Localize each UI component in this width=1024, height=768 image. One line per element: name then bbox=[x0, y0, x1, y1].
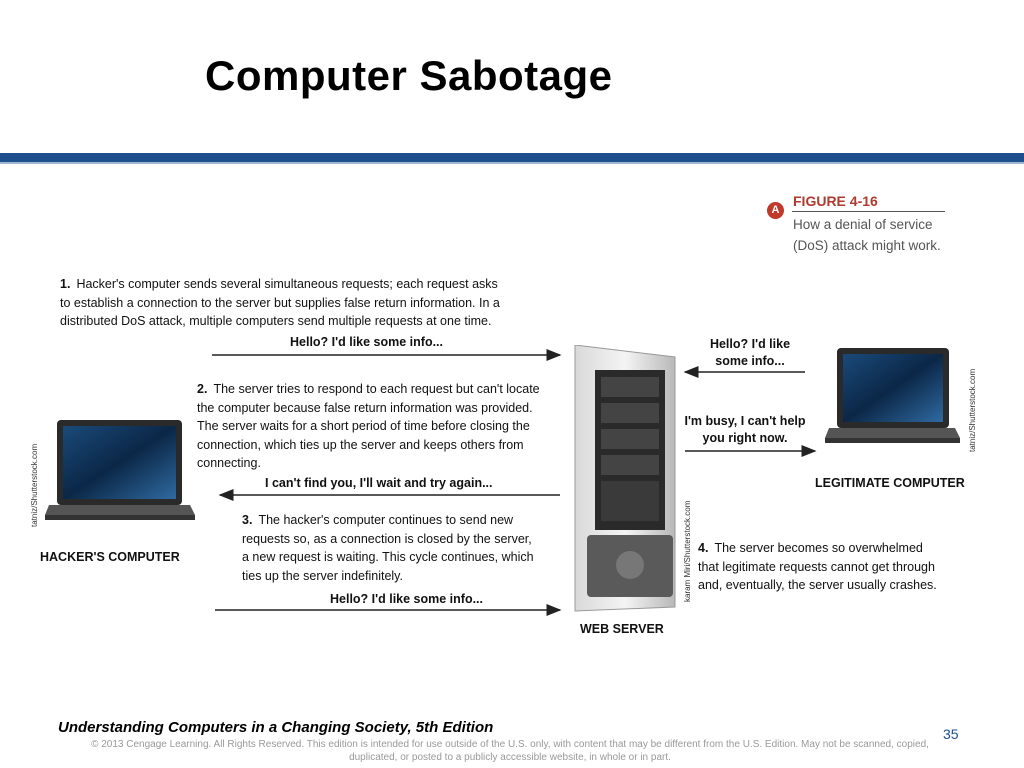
title-divider bbox=[0, 153, 1024, 162]
footer-copyright: © 2013 Cengage Learning. All Rights Reserved. This edition is intended for use outside of the U.S. only, with content that may be different from the U.S. Edition. May not be scanned, copied, duplicated, or posted to a publicly accessible website, in whole or in part. bbox=[91, 739, 929, 763]
step-2-text: The server tries to respond to each request but can't locate the computer because false return information was provided. The server waits for a short period of time before closing the connection, which ties up the server and keeps others from connecting. bbox=[197, 382, 540, 470]
footer-book-title: Understanding Computers in a Changing Society, 5th Edition bbox=[58, 719, 494, 736]
step-4 bbox=[698, 539, 943, 595]
label-web-server: WEB SERVER bbox=[580, 622, 664, 636]
figure-caption-rule bbox=[792, 211, 945, 212]
step-3-number: 3. bbox=[242, 513, 253, 527]
label-legitimate-computer: LEGITIMATE COMPUTER bbox=[815, 476, 965, 490]
step-3-text: The hacker's computer continues to send new requests so, as a connection is closed by the server, a new request is waiting. This cycle continues, which ties up the server indefinitely. bbox=[242, 513, 534, 583]
figure-caption: How a denial of service (DoS) attack might work. bbox=[793, 217, 941, 253]
step-2-number: 2. bbox=[197, 382, 208, 396]
step-1 bbox=[60, 275, 505, 331]
label-hacker-computer: HACKER'S COMPUTER bbox=[40, 550, 180, 564]
slide-title: Computer Sabotage bbox=[205, 52, 613, 99]
credit-hacker-laptop: tatniz/Shutterstock.com bbox=[30, 443, 39, 527]
figure-label: FIGURE 4-16 bbox=[793, 193, 878, 209]
web-server-icon bbox=[565, 345, 685, 615]
step-2 bbox=[197, 380, 557, 473]
step-3 bbox=[242, 511, 542, 585]
step-1-number: 1. bbox=[60, 277, 71, 291]
message-hacker-request-1: Hello? I'd like some info... bbox=[290, 335, 443, 349]
hacker-laptop-icon bbox=[45, 415, 195, 525]
step-4-number: 4. bbox=[698, 541, 709, 555]
legit-laptop-icon bbox=[825, 345, 960, 450]
page-number: 35 bbox=[943, 726, 959, 742]
message-legit-request: Hello? I'd like some info... bbox=[709, 337, 791, 368]
credit-server: karam Miri/Shutterstock.com bbox=[683, 500, 692, 602]
message-hacker-request-2: Hello? I'd like some info... bbox=[330, 592, 483, 606]
credit-legit-laptop: tatniz/Shutterstock.com bbox=[968, 368, 977, 452]
title-divider-light bbox=[0, 162, 1024, 164]
step-4-text: The server becomes so overwhelmed that legitimate requests cannot get through and, eventually, the server usually crashes. bbox=[698, 541, 937, 592]
step-1-text: Hacker's computer sends several simultaneous requests; each request asks to establish a connection to the server but supplies false return information. In a distributed DoS attack, multiple computers send multiple requests at one time. bbox=[60, 277, 500, 328]
message-server-busy: I'm busy, I can't help you right now. bbox=[684, 414, 806, 445]
figure-logo-icon: A bbox=[767, 202, 784, 219]
message-server-reply-hacker: I can't find you, I'll wait and try again... bbox=[265, 476, 493, 490]
